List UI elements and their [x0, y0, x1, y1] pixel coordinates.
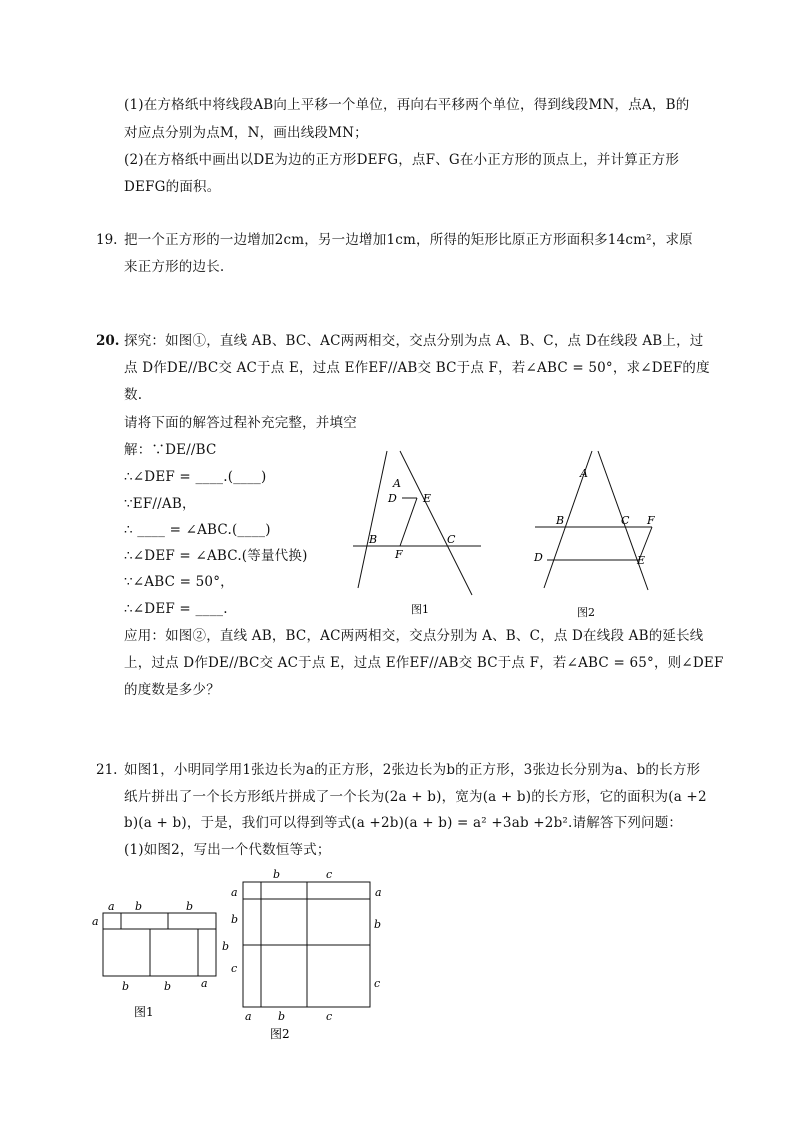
fig1-line-ac [400, 451, 472, 595]
fig1-label-b: B [369, 533, 378, 546]
fig2-label-a: A [580, 467, 588, 480]
q20-app2: 上，过点 D作DE//BC交 AC于点 E，过点 E作EF//AB交 BC于点 F，若∠ABC = 65°，则∠DEF [124, 655, 724, 671]
fig1-label-a-left: a [92, 915, 99, 928]
fig2-label-b-bot: b [278, 1010, 286, 1023]
q20-sol7: ∴∠DEF = ____. [124, 601, 228, 617]
q20-app1: 应用：如图②，直线 AB，BC，AC两两相交，交点分别为 A、B、C，点 D在线段 AB的延长线 [124, 628, 704, 644]
fig2-label-b-left2: b [222, 940, 230, 953]
fig1-caption: 图1 [411, 603, 429, 616]
fig1-label-a-bot: a [201, 977, 208, 990]
fig2-label-a-left: a [231, 886, 238, 899]
fig2-label-c-bot: c [326, 1010, 333, 1023]
fig1-label-a-top: a [108, 900, 115, 913]
q20-figure1 [345, 445, 490, 620]
q18-line2: 对应点分别为点M，N，画出线段MN； [124, 125, 368, 141]
fig2-label-c-left: c [231, 962, 238, 975]
fig2-label-f: F [647, 514, 655, 527]
q19-line2: 来正方形的边长. [124, 259, 225, 275]
fig2-label-b-top: b [273, 868, 281, 881]
fig1-label-e: E [423, 492, 432, 505]
fig2-label-d: D [534, 551, 543, 564]
q20-sol1: 解：∵DE//BC [124, 442, 217, 458]
q21-line4: (1)如图2，写出一个代数恒等式； [124, 842, 331, 858]
q21-line2: 纸片拼出了一个长方形纸片拼成了一个长为(2a + b)，宽为(a + b)的长方形，它的面积为(a +2 [124, 789, 707, 805]
q20-line2: 点 D作DE//BC交 AC于点 E，过点 E作EF//AB交 BC于点 F，若∠ABC = 50°，求∠DEF的度 [124, 360, 710, 376]
fig2-label-b-right: b [374, 918, 382, 931]
q18-line4: DEFG的面积。 [124, 179, 221, 195]
fig1-label-b-bot2: b [164, 980, 172, 993]
fig1-segment-ef [400, 498, 417, 546]
fig2-label-b: B [556, 514, 565, 527]
q20-line1: 探究：如图①，直线 AB、BC、AC两两相交，交点分别为点 A、B、C，点 D在线段 AB上，过 [124, 333, 704, 349]
q20-line4: 请将下面的解答过程补充完整，并填空 [124, 415, 357, 431]
fig1-label-d: D [388, 492, 397, 505]
q20-line3: 数. [124, 387, 143, 403]
q21-figure1 [88, 892, 223, 1027]
fig2-label-c-right: c [374, 977, 381, 990]
fig2-label-b-left1: b [231, 913, 239, 926]
fig2-caption: 图2 [577, 606, 595, 619]
q20-sol3: ∵EF//AB， [124, 496, 196, 512]
q20-sol4: ∴ ____ = ∠ABC.(____) [124, 522, 271, 538]
q20-number: 20. [96, 333, 120, 349]
q20-sol6: ∵∠ABC = 50°， [124, 574, 234, 590]
q21-line1: 如图1，小明同学用1张边长为a的正方形，2张边长为b的正方形，3张边长分别为a、b的长方形 [124, 762, 701, 778]
fig1-outer-rect [103, 913, 216, 976]
fig2-label-e: E [637, 554, 646, 567]
fig2-caption: 图2 [270, 1027, 290, 1041]
fig1-label-f: F [395, 548, 403, 561]
q19-line1: 把一个正方形的一边增加2cm，另一边增加1cm，所得的矩形比原正方形面积多14cm²，求原 [124, 232, 693, 248]
q20-sol2: ∴∠DEF = ____.(____) [124, 469, 267, 485]
fig1-label-a: A [393, 477, 401, 490]
fig1-label-c: C [447, 533, 456, 546]
fig1-label-b-bot1: b [122, 980, 130, 993]
q18-line3: (2)在方格纸中画出以DE为边的正方形DEFG，点F、G在小正方形的顶点上，并计算正方形 [124, 152, 680, 168]
q20-sol5: ∴∠DEF = ∠ABC.(等量代换) [124, 548, 308, 564]
q21-number: 21. [96, 762, 118, 778]
fig2-label-a-right: a [375, 886, 382, 899]
q18-line1: (1)在方格纸中将线段AB向上平移一个单位，再向右平移两个单位，得到线段MN，点A，B的 [124, 97, 690, 113]
fig1-label-b-top1: b [135, 900, 143, 913]
fig2-label-c-top: c [326, 868, 333, 881]
q20-app3: 的度数是多少？ [124, 682, 220, 698]
fig2-label-c: C [621, 514, 630, 527]
fig1-label-b-top2: b [186, 900, 194, 913]
fig1-caption: 图1 [134, 1005, 154, 1019]
q21-line3: b)(a + b)，于是，我们可以得到等式(a +2b)(a + b) = a² +3ab +2b².请解答下列问题： [124, 815, 683, 831]
fig2-label-a-bot: a [245, 1010, 252, 1023]
q20-figure2 [525, 445, 670, 625]
q21-figure2 [220, 866, 390, 1044]
q19-number: 19. [96, 232, 118, 248]
fig1-line-ab [358, 451, 387, 588]
